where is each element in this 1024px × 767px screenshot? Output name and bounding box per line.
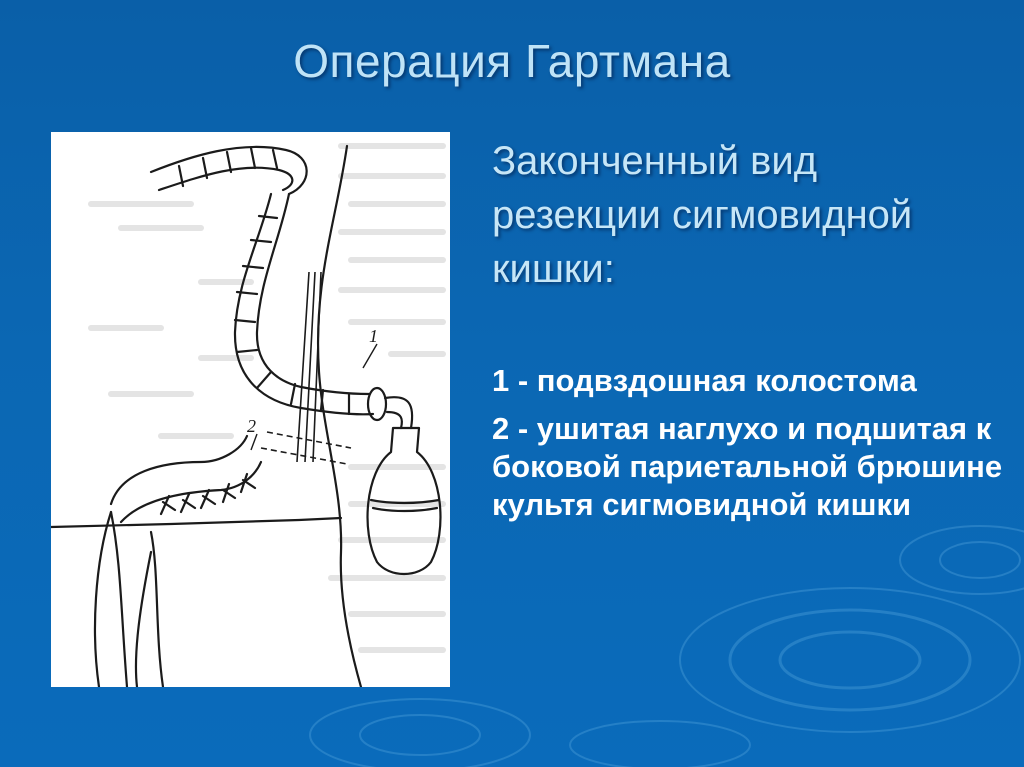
marker-2-label: 2 (247, 416, 256, 436)
legend-item-2: 2 - ушитая наглухо и подшитая к боковой париетальной брюшине культя сигмовидной кишки (492, 411, 1003, 522)
slide-subtitle: Законченный вид резекции сигмовидной кишки: (492, 139, 913, 291)
hartmann-procedure-drawing (51, 132, 450, 687)
surgical-illustration (51, 132, 450, 687)
legend-list (492, 362, 1012, 534)
marker-1-label: 1 (369, 326, 378, 346)
slide-title: Операция Гартмана (293, 35, 731, 87)
legend-item-1: 1 - подвздошная колостома (492, 363, 917, 398)
